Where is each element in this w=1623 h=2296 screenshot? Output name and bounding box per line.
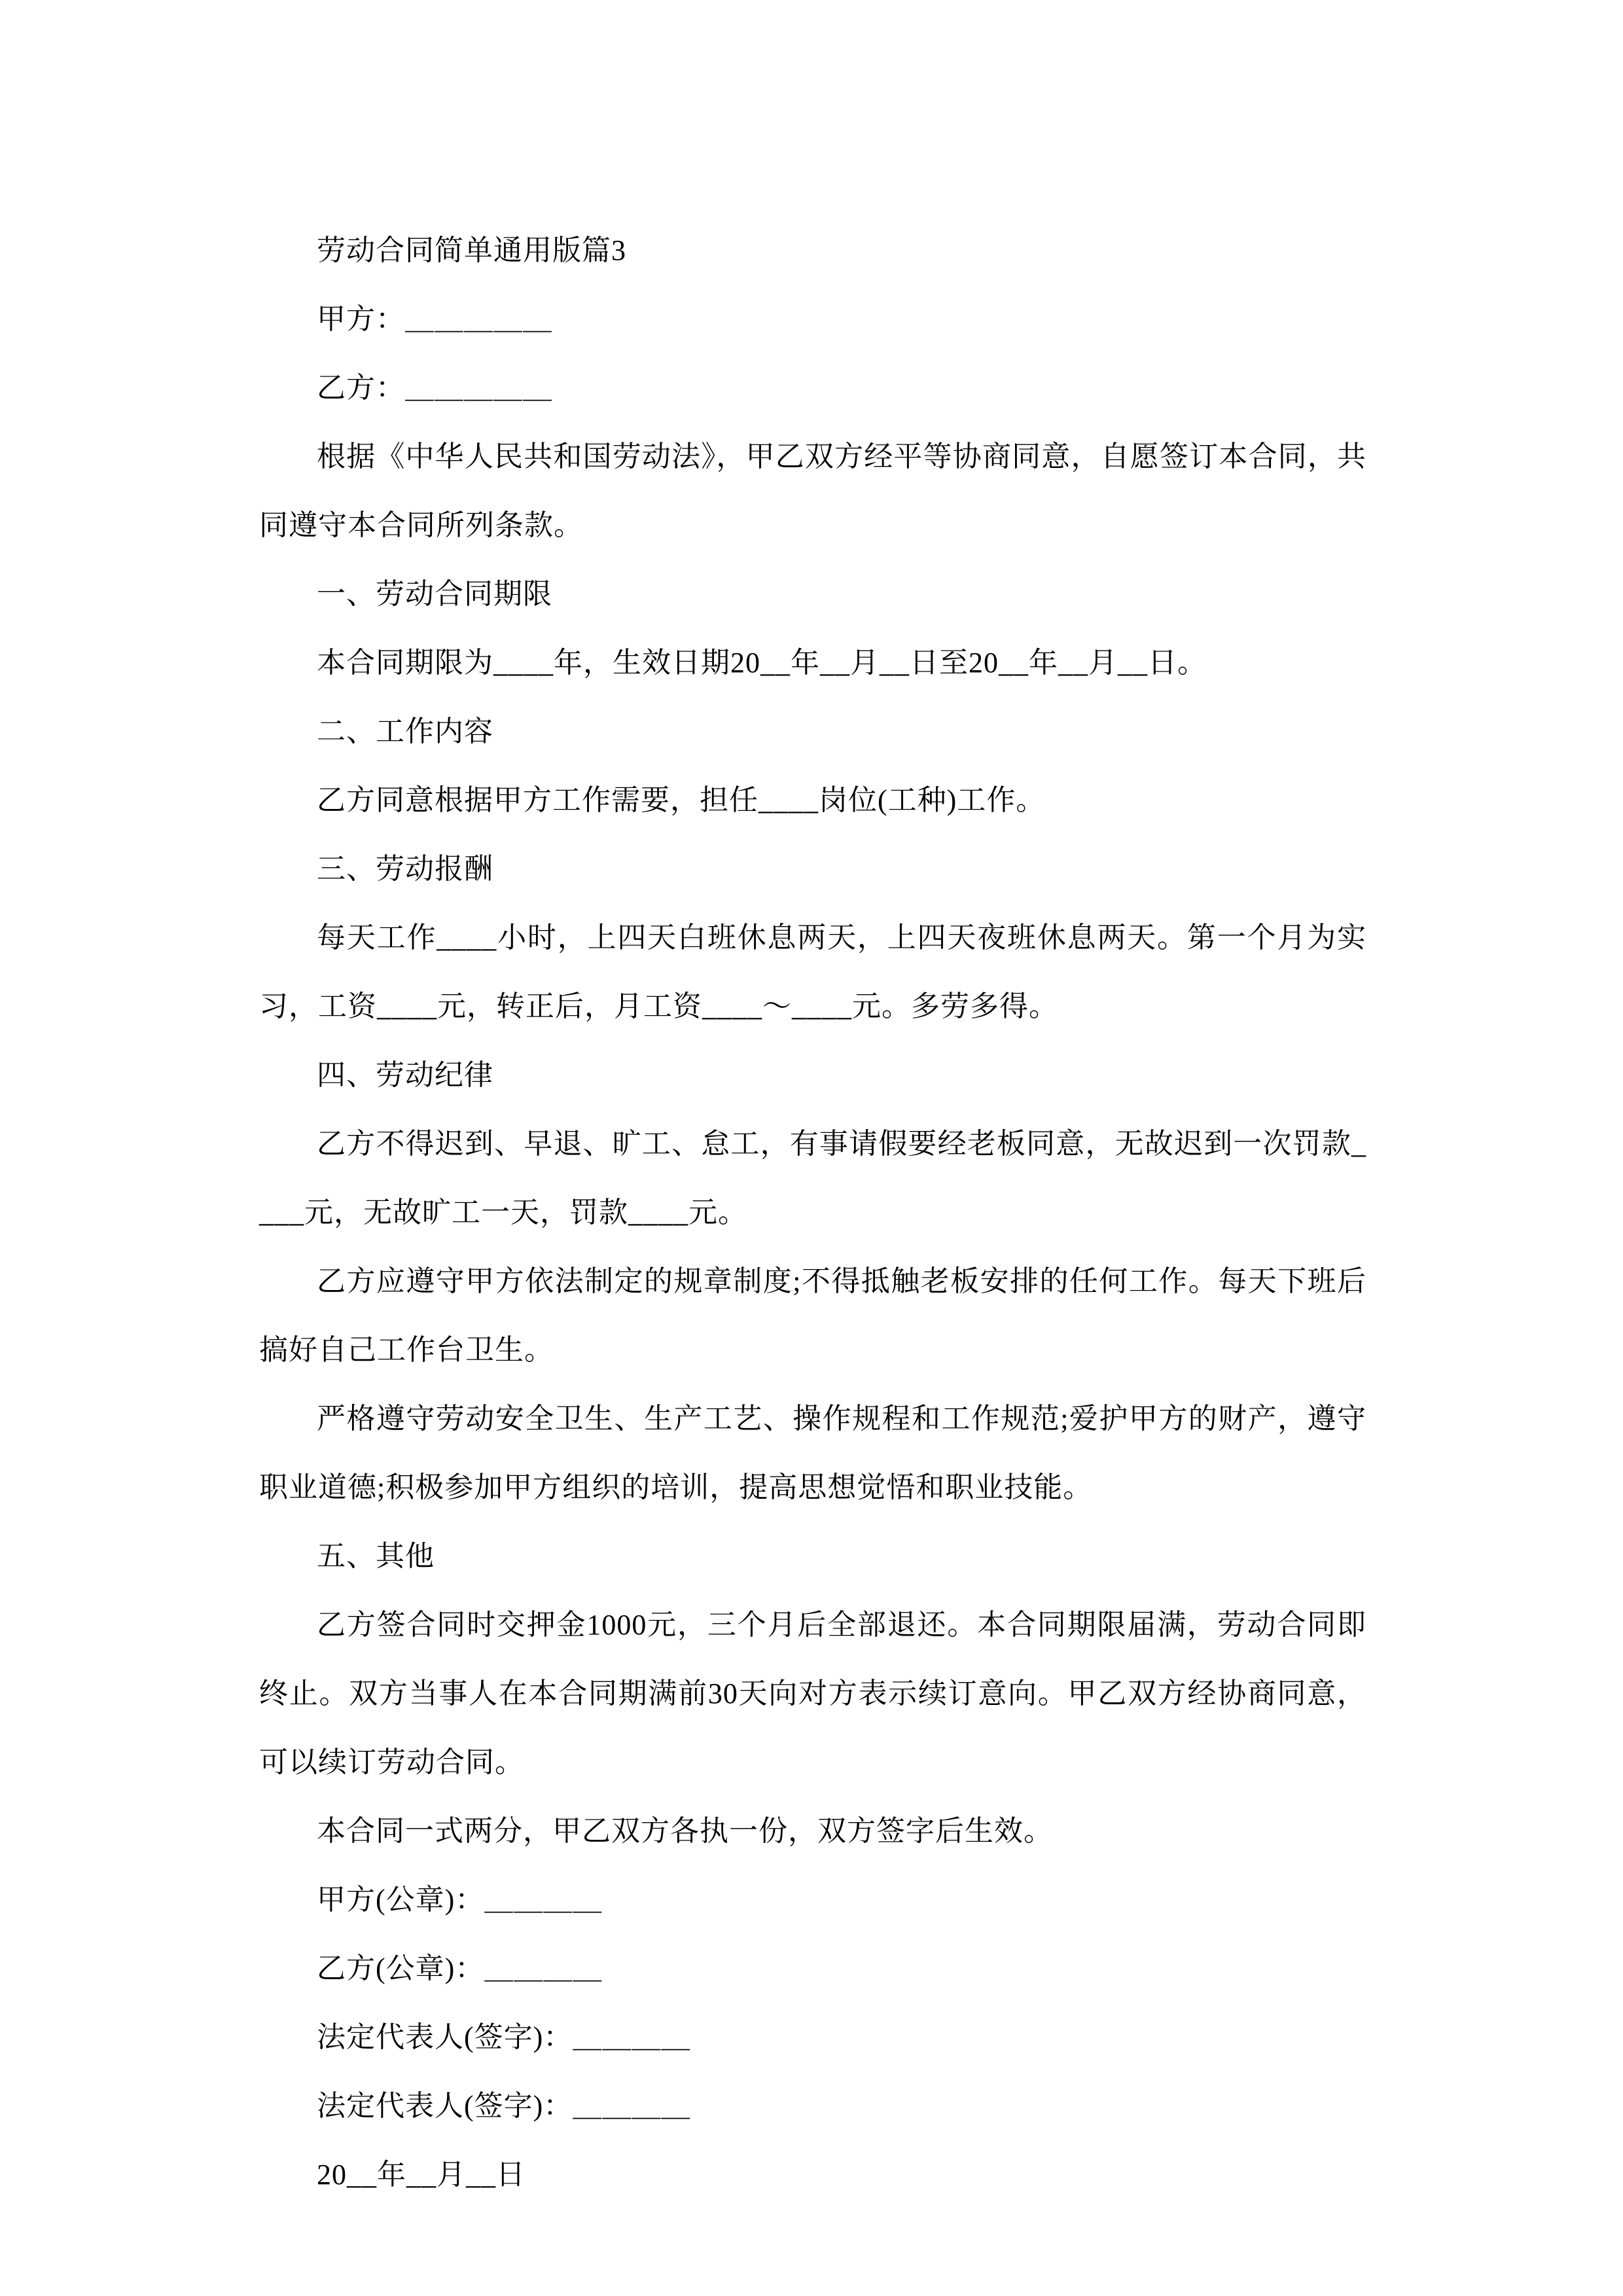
legal-representative-signature-line-1: 法定代表人(签字)：＿＿＿＿ <box>317 2021 691 2053</box>
section-4-discipline-paragraph-2: 乙方应遵守甲方依法制定的规章制度;不得抵触老板安排的任何工作。每天下班后搞好自己工作台卫生。 <box>259 1265 1366 1366</box>
section-3-heading: 三、劳动报酬 <box>317 853 493 885</box>
preamble-paragraph: 根据《中华人民共和国劳动法》，甲乙双方经平等协商同意，自愿签订本合同，共同遵守本合同所列条款。 <box>259 440 1366 541</box>
section-5-other-paragraph-1: 乙方签合同时交押金1000元，三个月后全部退还。本合同期限届满，劳动合同即终止。双方当事人在本合同期满前30天向对方表示续订意向。甲乙双方经协商同意，可以续订劳动合同。 <box>259 1609 1366 1778</box>
date-line: 20__年__月__日 <box>317 2159 526 2191</box>
section-1-term-paragraph: 本合同期限为____年，生效日期20__年__月__日至20__年__月__日。 <box>317 647 1207 679</box>
section-3-pay-paragraph: 每天工作____小时，上四天白班休息两天，上四天夜班休息两天。第一个月为实习，工资____元，转正后，月工资____～____元。多劳多得。 <box>259 922 1366 1022</box>
section-4-discipline-paragraph-3: 严格遵守劳动安全卫生、生产工艺、操作规程和工作规范;爱护甲方的财产，遵守职业道德;积极参加甲方组织的培训，提高思想觉悟和职业技能。 <box>259 1403 1366 1503</box>
document-title: 劳动合同简单通用版篇3 <box>317 234 626 266</box>
legal-representative-signature-line-2: 法定代表人(签字)：＿＿＿＿ <box>317 2090 691 2122</box>
section-4-discipline-paragraph-1: 乙方不得迟到、早退、旷工、怠工，有事请假要经老板同意，无故迟到一次罚款____元，无故旷工一天，罚款____元。 <box>259 1128 1366 1229</box>
section-5-heading: 五、其他 <box>317 1540 435 1572</box>
section-5-other-paragraph-2: 本合同一式两分，甲乙双方各执一份，双方签字后生效。 <box>317 1815 1053 1847</box>
contract-body <box>259 216 1366 2209</box>
section-4-heading: 四、劳动纪律 <box>317 1059 493 1091</box>
party-a-seal-line: 甲方(公章)：＿＿＿＿ <box>317 1884 603 1916</box>
section-2-heading: 二、工作内容 <box>317 715 493 747</box>
party-a-blank-line: 甲方：＿＿＿＿＿ <box>317 303 552 335</box>
party-b-blank-line: 乙方：＿＿＿＿＿ <box>317 372 552 404</box>
section-1-heading: 一、劳动合同期限 <box>317 578 552 610</box>
party-b-seal-line: 乙方(公章)：＿＿＿＿ <box>317 1952 603 1984</box>
section-2-work-paragraph: 乙方同意根据甲方工作需要，担任____岗位(工种)工作。 <box>317 784 1046 816</box>
